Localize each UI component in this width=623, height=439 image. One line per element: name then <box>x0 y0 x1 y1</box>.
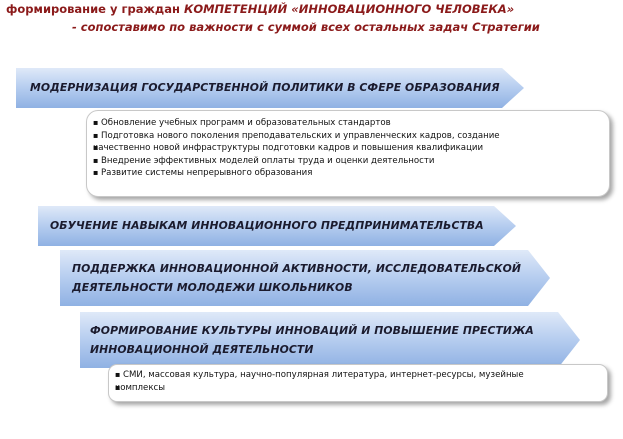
title-italic: КОМПЕТЕНЦИЙ «ИННОВАЦИОННОГО ЧЕЛОВЕКА» <box>183 2 515 16</box>
list-item: ▪ Внедрение эффективных моделей оплаты труда и оценки деятельности <box>93 155 609 168</box>
list-item: ▪ Развитие системы непрерывного образования <box>93 167 609 180</box>
list-item: ▪ Подготовка нового поколения преподавательских и управленческих кадров, создание <box>93 130 609 143</box>
arrow-innovation-culture-label: ФОРМИРОВАНИЕ КУЛЬТУРЫ ИННОВАЦИЙ И ПОВЫШЕНИЕ ПРЕСТИЖА ИННОВАЦИОННОЙ ДЕЯТЕЛЬНОСТИ <box>90 324 534 356</box>
arrow-modernization-label: МОДЕРНИЗАЦИЯ ГОСУДАРСТВЕННОЙ ПОЛИТИКИ В СФЕРЕ ОБРАЗОВАНИЯ <box>30 81 500 94</box>
list-item-continuation: ▪ комплексы <box>115 382 607 395</box>
box-modernization-details <box>86 110 610 197</box>
arrow-entrepreneurship-label: ОБУЧЕНИЕ НАВЫКАМ ИННОВАЦИОННОГО ПРЕДПРИНИМАТЕЛЬСТВА <box>50 219 484 232</box>
title-line-2: - сопоставимо по важности с суммой всех остальных задач Стратегии <box>72 20 540 34</box>
arrow-research-support-label: ПОДДЕРЖКА ИННОВАЦИОННОЙ АКТИВНОСТИ, ИССЛЕДОВАТЕЛЬСКОЙ ДЕЯТЕЛЬНОСТИ МОЛОДЕЖИ ШКОЛЬНИКОВ <box>72 262 522 294</box>
title-plain: формирование у граждан <box>6 2 180 16</box>
list-item: ▪ СМИ, массовая культура, научно-популярная литература, интернет-ресурсы, музейные <box>115 369 607 382</box>
list-item-continuation: ▪ качественно новой инфраструктуры подготовки кадров и повышения квалификации <box>93 142 609 155</box>
list-item: ▪ Обновление учебных программ и образовательных стандартов <box>93 117 609 130</box>
title-line-1 <box>6 2 514 16</box>
box-innovation-culture-details <box>108 364 608 402</box>
